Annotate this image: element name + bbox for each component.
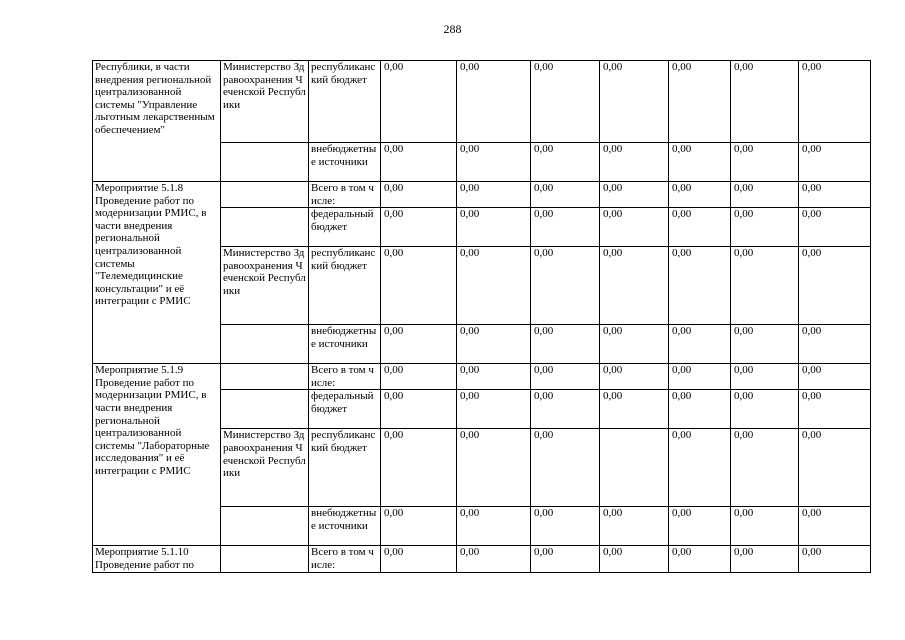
value-cell: 0,00 (799, 364, 871, 390)
value-cell: 0,00 (457, 325, 531, 364)
executor-cell (221, 390, 309, 429)
value-cell: 0,00 (457, 364, 531, 390)
value-cell: 0,00 (731, 182, 799, 208)
value-cell: 0,00 (381, 507, 457, 546)
value-cell: 0,00 (457, 390, 531, 429)
value-cell: 0,00 (457, 182, 531, 208)
value-cell: 0,00 (799, 546, 871, 572)
value-cell: 0,00 (731, 325, 799, 364)
value-cell: 0,00 (531, 364, 600, 390)
value-cell: 0,00 (731, 143, 799, 182)
funding-source-cell: Всего в том числе: (309, 364, 381, 390)
value-cell: 0,00 (731, 390, 799, 429)
value-cell: 0,00 (669, 325, 731, 364)
value-cell: 0,00 (600, 546, 669, 572)
value-cell: 0,00 (531, 546, 600, 572)
value-cell: 0,00 (669, 208, 731, 247)
value-cell: 0,00 (381, 546, 457, 572)
value-cell: 0,00 (381, 61, 457, 143)
funding-source-cell: республиканский бюджет (309, 429, 381, 507)
value-cell: 0,00 (381, 364, 457, 390)
value-cell: 0,00 (731, 546, 799, 572)
table-row (93, 182, 871, 208)
value-cell: 0,00 (669, 429, 731, 507)
value-cell: 0,00 (457, 546, 531, 572)
value-cell: 0,00 (600, 143, 669, 182)
value-cell: 0,00 (531, 61, 600, 143)
event-cell: Мероприятие 5.1.8 Проведение работ по модернизации РМИС, в части внедрения региональной централизованной системы "Телемедицинские консультации" и её интеграции с РМИС (93, 182, 221, 364)
page-number: 288 (443, 22, 462, 36)
value-cell: 0,00 (799, 429, 871, 507)
value-cell: 0,00 (381, 247, 457, 325)
value-cell: 0,00 (531, 182, 600, 208)
value-cell: 0,00 (381, 143, 457, 182)
value-cell: 0,00 (600, 325, 669, 364)
executor-cell (221, 143, 309, 182)
value-cell: 0,00 (669, 364, 731, 390)
funding-source-cell: внебюджетные источники (309, 507, 381, 546)
executor-cell (221, 507, 309, 546)
table-row (93, 364, 871, 390)
table-row (93, 546, 871, 572)
funding-source-cell: внебюджетные источники (309, 325, 381, 364)
value-cell: 0,00 (731, 429, 799, 507)
value-cell: 0,00 (531, 143, 600, 182)
value-cell: 0,00 (457, 61, 531, 143)
value-cell: 0,00 (457, 208, 531, 247)
executor-cell (221, 325, 309, 364)
executor-cell (221, 182, 309, 208)
value-cell: 0,00 (799, 325, 871, 364)
value-cell: 0,00 (457, 507, 531, 546)
funding-source-cell: федеральный бюджет (309, 390, 381, 429)
value-cell: 0,00 (731, 507, 799, 546)
table-row (93, 61, 871, 143)
event-cell: Мероприятие 5.1.9 Проведение работ по модернизации РМИС, в части внедрения региональной централизованной системы "Лабораторные исследования" и её интеграции с РМИС (93, 364, 221, 546)
value-cell: 0,00 (731, 208, 799, 247)
event-cell: Республики, в части внедрения региональной централизованной системы "Управление льготным лекарственным обеспечением" (93, 61, 221, 182)
value-cell: 0,00 (799, 143, 871, 182)
funding-source-cell: республиканский бюджет (309, 61, 381, 143)
value-cell: 0,00 (600, 364, 669, 390)
value-cell: 0,00 (531, 325, 600, 364)
funding-source-cell: внебюджетные источники (309, 143, 381, 182)
value-cell: 0,00 (600, 208, 669, 247)
funding-source-cell: Всего в том числе: (309, 182, 381, 208)
value-cell: 0,00 (731, 61, 799, 143)
value-cell: 0,00 (669, 507, 731, 546)
executor-cell: Министерство Здравоохранения Чеченской Республики (221, 61, 309, 143)
value-cell: 0,00 (669, 182, 731, 208)
value-cell: 0,00 (731, 364, 799, 390)
value-cell: 0,00 (457, 247, 531, 325)
value-cell: 0,00 (600, 390, 669, 429)
value-cell: 0,00 (669, 61, 731, 143)
budget-table (92, 60, 871, 573)
value-cell: 0,00 (600, 247, 669, 325)
value-cell: 0,00 (457, 143, 531, 182)
executor-cell (221, 364, 309, 390)
value-cell: 0,00 (531, 390, 600, 429)
value-cell: 0,00 (799, 182, 871, 208)
value-cell: 0,00 (531, 429, 600, 507)
funding-source-cell: Всего в том числе: (309, 546, 381, 572)
value-cell: 0,00 (531, 247, 600, 325)
executor-cell: Министерство Здравоохранения Чеченской Республики (221, 429, 309, 507)
value-cell: 0,00 (381, 325, 457, 364)
value-cell: 0,00 (799, 61, 871, 143)
value-cell: 0,00 (799, 390, 871, 429)
value-cell: 0,00 (531, 507, 600, 546)
value-cell: 0,00 (531, 208, 600, 247)
value-cell: 0,00 (600, 507, 669, 546)
value-cell: 0,00 (731, 247, 799, 325)
value-cell: 0,00 (381, 429, 457, 507)
value-cell: 0,00 (381, 182, 457, 208)
executor-cell (221, 546, 309, 572)
value-cell: 0,00 (799, 247, 871, 325)
value-cell: 0,00 (600, 182, 669, 208)
funding-source-cell: федеральный бюджет (309, 208, 381, 247)
value-cell: 0,00 (799, 507, 871, 546)
value-cell: 0,00 (669, 390, 731, 429)
value-cell: 0,00 (799, 208, 871, 247)
value-cell (600, 429, 669, 507)
value-cell: 0,00 (669, 143, 731, 182)
executor-cell (221, 208, 309, 247)
value-cell: 0,00 (457, 429, 531, 507)
value-cell: 0,00 (669, 247, 731, 325)
event-cell: Мероприятие 5.1.10 Проведение работ по (93, 546, 221, 572)
value-cell: 0,00 (669, 546, 731, 572)
value-cell: 0,00 (381, 390, 457, 429)
value-cell: 0,00 (600, 61, 669, 143)
executor-cell: Министерство Здравоохранения Чеченской Республики (221, 247, 309, 325)
value-cell: 0,00 (381, 208, 457, 247)
funding-source-cell: республиканский бюджет (309, 247, 381, 325)
